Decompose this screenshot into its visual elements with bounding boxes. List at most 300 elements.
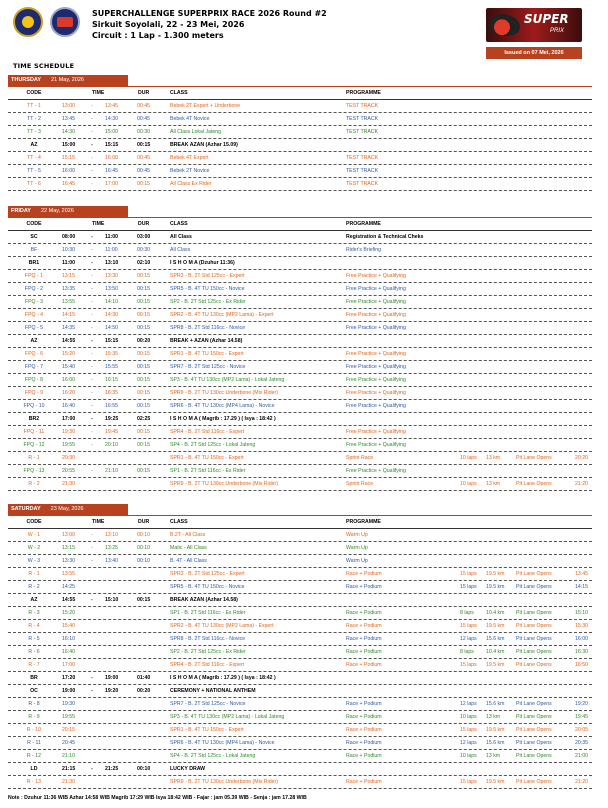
end-time: 21:25 xyxy=(105,766,119,772)
pit-lane-label: Pit Lane Opens xyxy=(516,636,552,642)
class-name: SPR7 - B. 2T Std 125cc - Novice xyxy=(170,364,246,370)
race-distance: 15.6 km xyxy=(486,740,505,746)
schedule-row xyxy=(8,152,592,165)
session-code: R - 2 xyxy=(28,584,40,590)
duration: 00:15 xyxy=(137,312,150,318)
time-dash: - xyxy=(91,142,93,148)
schedule-row xyxy=(8,633,592,646)
schedule-row xyxy=(8,244,592,257)
column-header-row xyxy=(8,218,592,231)
programme: Race + Podium xyxy=(346,623,382,629)
col-dur-header: DUR xyxy=(138,519,150,525)
start-time: 20:30 xyxy=(62,455,75,461)
end-time: 13:45 xyxy=(105,103,118,109)
programme: Warm Up xyxy=(346,558,368,564)
pit-lane-label: Pit Lane Opens xyxy=(516,779,552,785)
start-time: 14:25 xyxy=(62,584,75,590)
col-programme-header: PROGRAMME xyxy=(346,519,381,525)
session-code: BR2 xyxy=(28,416,40,422)
pit-lane-label: Pit Lane Opens xyxy=(516,610,552,616)
duration: 00:15 xyxy=(137,597,151,603)
day-name: FRIDAY xyxy=(11,208,31,214)
pit-lane-time: 15:10 xyxy=(575,610,588,616)
race-distance: 19.5 km xyxy=(486,623,505,629)
pit-lane-time: 16:00 xyxy=(575,636,588,642)
duration: 01:40 xyxy=(137,675,151,681)
class-name: SPR2 - B. 4T TU 130cc (MP2 Lama) - Expert xyxy=(170,312,274,318)
time-dash: - xyxy=(91,247,93,253)
end-time: 19:25 xyxy=(105,416,119,422)
session-code: OC xyxy=(30,688,38,694)
schedule-row xyxy=(8,309,592,322)
duration: 00:15 xyxy=(137,299,150,305)
programme: Race + Podium xyxy=(346,727,382,733)
column-header-row xyxy=(8,516,592,529)
session-code: FPQ - 6 xyxy=(24,351,44,357)
start-time: 15:40 xyxy=(62,623,75,629)
programme: TEST TRACK xyxy=(346,103,379,109)
time-dash: - xyxy=(91,416,93,422)
race-distance: 15.6 km xyxy=(486,636,505,642)
class-name: B. 4T - All Class xyxy=(170,558,207,564)
class-name: All Class xyxy=(170,247,191,253)
end-time: 14:50 xyxy=(105,325,118,331)
time-dash: - xyxy=(91,338,93,344)
session-code: TT - 1 xyxy=(27,103,41,109)
pit-lane-time: 13:45 xyxy=(575,571,588,577)
pit-lane-time: 20:35 xyxy=(575,740,588,746)
end-time: 15:10 xyxy=(105,597,119,603)
start-time: 15:40 xyxy=(62,364,75,370)
race-distance: 19.5 km xyxy=(486,571,505,577)
end-time: 13:40 xyxy=(105,558,118,564)
event-header xyxy=(92,8,327,41)
session-code: R - 10 xyxy=(26,727,42,733)
start-time: 13:15 xyxy=(62,545,75,551)
programme: Race + Podium xyxy=(346,740,382,746)
session-code: FPQ - 13 xyxy=(23,468,45,474)
programme: Race + Podium xyxy=(346,636,382,642)
schedule-row xyxy=(8,231,592,244)
session-code: FPQ - 7 xyxy=(24,364,44,370)
schedule-row xyxy=(8,283,592,296)
class-name: BREAK + AZAN (Azhar 14.58) xyxy=(170,338,243,344)
class-name: SPR4 - B. 2T Std 116cc - Expert xyxy=(170,662,245,668)
schedule-row xyxy=(8,465,592,478)
duration: 00:45 xyxy=(137,103,150,109)
time-dash: - xyxy=(91,597,93,603)
duration: 00:15 xyxy=(137,181,150,187)
class-name: SPR7 - B. 2T Std 125cc - Novice xyxy=(170,701,246,707)
schedule-row xyxy=(8,426,592,439)
schedule-row xyxy=(8,750,592,763)
col-class-header: CLASS xyxy=(170,221,188,227)
time-dash: - xyxy=(91,286,93,292)
class-name: All Class xyxy=(170,234,192,240)
schedule-row xyxy=(8,711,592,724)
col-time-header: TIME xyxy=(92,519,105,525)
race-distance: 13 km xyxy=(486,481,501,487)
end-time: 19:45 xyxy=(105,429,118,435)
issued-date-badge: Issued on 07 Mei, 2026 xyxy=(486,47,582,59)
class-name: SPR6 - B. 4T TU 130cc (MP4 Lama) - Novice xyxy=(170,740,275,746)
race-distance: 19.5 km xyxy=(486,584,505,590)
programme: Race + Podium xyxy=(346,649,382,655)
time-dash: - xyxy=(91,299,93,305)
programme: Sprint Race xyxy=(346,481,374,487)
class-name: SP3 - B. 4T TU 130cc (MP2 Lama) - Lokal Jateng xyxy=(170,714,285,720)
programme: Free Practice + Qualifying xyxy=(346,312,406,318)
class-name: BREAK AZAN (Azhar 15.09) xyxy=(170,142,238,148)
programme: Free Practice + Qualifying xyxy=(346,351,406,357)
programme: Free Practice + Qualifying xyxy=(346,390,406,396)
schedule-row xyxy=(8,126,592,139)
schedule-row xyxy=(8,620,592,633)
time-dash: - xyxy=(91,234,93,240)
end-time: 19:20 xyxy=(105,688,119,694)
time-dash: - xyxy=(91,442,93,448)
duration: 00:15 xyxy=(137,468,150,474)
schedule-row xyxy=(8,335,592,348)
race-laps: 15 laps xyxy=(460,623,477,629)
schedule-row xyxy=(8,452,592,465)
pit-lane-time: 20:20 xyxy=(575,455,588,461)
session-code: R - 8 xyxy=(28,701,40,707)
start-time: 17:20 xyxy=(62,675,76,681)
schedule-row xyxy=(8,529,592,542)
duration: 00:30 xyxy=(137,247,150,253)
start-time: 16:10 xyxy=(62,636,75,642)
time-dash: - xyxy=(91,468,93,474)
schedule-row xyxy=(8,724,592,737)
pit-lane-label: Pit Lane Opens xyxy=(516,571,552,577)
class-name: SPR5 - B. 4T TU 150cc - Novice xyxy=(170,584,245,590)
end-time: 16:55 xyxy=(105,403,118,409)
class-name: SP4 - B. 2T Std 125cc - Lokal Jateng xyxy=(170,753,256,759)
race-laps: 15 laps xyxy=(460,727,477,733)
end-time: 11:00 xyxy=(105,247,118,253)
schedule-row xyxy=(8,165,592,178)
class-name: Bebek 4T Novice xyxy=(170,116,210,122)
pit-lane-label: Pit Lane Opens xyxy=(516,662,552,668)
pit-lane-time: 21:00 xyxy=(575,753,588,759)
start-time: 20:55 xyxy=(62,468,75,474)
session-code: R - 12 xyxy=(26,753,42,759)
time-dash: - xyxy=(91,675,93,681)
race-laps: 15 laps xyxy=(460,571,477,577)
pit-lane-time: 20:05 xyxy=(575,727,588,733)
race-laps: 12 laps xyxy=(460,740,477,746)
programme: Sprint Race xyxy=(346,455,374,461)
end-time: 19:00 xyxy=(105,675,119,681)
schedule-row xyxy=(8,555,592,568)
end-time: 20:10 xyxy=(105,442,118,448)
pit-lane-time: 19:45 xyxy=(575,714,588,720)
col-programme-header: PROGRAMME xyxy=(346,221,381,227)
class-name: I S H O M A (Dzuhur 11:36) xyxy=(170,260,235,266)
time-dash: - xyxy=(91,390,93,396)
programme: Rider's Briefing xyxy=(346,247,382,253)
start-time: 14:35 xyxy=(62,325,75,331)
duration: 00:15 xyxy=(137,273,150,279)
end-time: 13:50 xyxy=(105,286,118,292)
time-dash: - xyxy=(91,181,93,187)
programme: Free Practice + Qualifying xyxy=(346,286,406,292)
day-name: SATURDAY xyxy=(11,506,41,512)
session-code: TT - 3 xyxy=(27,129,41,135)
col-dur-header: DUR xyxy=(138,221,150,227)
session-code: FPQ - 9 xyxy=(24,390,44,396)
race-laps: 15 laps xyxy=(460,584,477,590)
schedule-row xyxy=(8,348,592,361)
class-name: SP1 - B. 2T Std 116cc - Ex Rider xyxy=(170,610,246,616)
duration: 00:15 xyxy=(137,142,151,148)
duration: 00:10 xyxy=(137,545,150,551)
class-name: CEREMONY + NATIONAL ANTHEM xyxy=(170,688,256,694)
pit-lane-label: Pit Lane Opens xyxy=(516,455,552,461)
col-code-header: CODE xyxy=(26,221,42,227)
end-time: 15:35 xyxy=(105,351,118,357)
start-time: 17:00 xyxy=(62,662,75,668)
end-time: 14:10 xyxy=(105,299,118,305)
event-title: SUPERCHALLENGE SUPERPRIX RACE 2026 Round #2 xyxy=(92,9,327,18)
start-time: 15:20 xyxy=(62,351,75,357)
session-code: R - 9 xyxy=(28,714,40,720)
end-time: 15:15 xyxy=(105,142,119,148)
start-time: 08:00 xyxy=(62,234,76,240)
schedule-row xyxy=(8,361,592,374)
day-header-saturday xyxy=(8,504,128,515)
start-time: 21:15 xyxy=(62,766,76,772)
race-distance: 13 km xyxy=(486,753,501,759)
start-time: 20:15 xyxy=(62,727,75,733)
race-laps: 10 laps xyxy=(460,753,477,759)
time-dash: - xyxy=(91,403,93,409)
time-dash: - xyxy=(91,116,93,122)
end-time: 16:45 xyxy=(105,168,118,174)
class-name: SPR8 - B. 2T Std 116cc - Novice xyxy=(170,325,246,331)
programme: Free Practice + Qualifying xyxy=(346,429,406,435)
prayer-times-note: Note : Dzuhur 11:36 WIB Azhar 14:58 WIB Magrib 17:29 WIB Isya 18:42 WIB - Fajar : jam 05.39 WIB - Senja : jam 17.28 WIB xyxy=(8,795,307,801)
session-code: BR1 xyxy=(28,260,40,266)
start-time: 13:00 xyxy=(62,103,75,109)
programme: Race + Podium xyxy=(346,779,382,785)
class-name: LUCKY DRAW xyxy=(170,766,206,772)
end-time: 16:15 xyxy=(105,377,118,383)
duration: 00:15 xyxy=(137,325,150,331)
pit-lane-label: Pit Lane Opens xyxy=(516,714,552,720)
schedule-row xyxy=(8,113,592,126)
schedule-row xyxy=(8,607,592,620)
start-time: 20:45 xyxy=(62,740,75,746)
start-time: 21:30 xyxy=(62,481,75,487)
class-name: All Class Ex Rider xyxy=(170,181,212,187)
day-date: 21 May, 2026 xyxy=(51,77,84,83)
session-code: AZ xyxy=(30,597,38,603)
race-distance: 13 km xyxy=(486,455,501,461)
end-time: 13:25 xyxy=(105,545,118,551)
session-code: W - 1 xyxy=(27,532,41,538)
class-name: SPR4 - B. 2T Std 116cc - Expert xyxy=(170,429,245,435)
pit-lane-label: Pit Lane Opens xyxy=(516,727,552,733)
time-dash: - xyxy=(91,129,93,135)
race-laps: 15 laps xyxy=(460,662,477,668)
programme: Free Practice + Qualifying xyxy=(346,442,406,448)
schedule-row xyxy=(8,257,592,270)
time-dash: - xyxy=(91,351,93,357)
programme: Free Practice + Qualifying xyxy=(346,403,406,409)
class-name: I S H O M A ( Magrib : 17.29 ) ( Isya : 18:42 ) xyxy=(170,416,276,422)
programme: Race + Podium xyxy=(346,584,382,590)
end-time: 13:10 xyxy=(105,532,118,538)
session-code: FPQ - 5 xyxy=(24,325,44,331)
class-name: SP2 - B. 2T Std 125cc - Ex Rider xyxy=(170,299,246,305)
col-time-header: TIME xyxy=(92,221,105,227)
session-code: FPQ - 10 xyxy=(23,403,45,409)
end-time: 14:30 xyxy=(105,312,118,318)
time-dash: - xyxy=(91,273,93,279)
pit-lane-time: 19:20 xyxy=(575,701,588,707)
schedule-row xyxy=(8,776,592,789)
pit-lane-label: Pit Lane Opens xyxy=(516,623,552,629)
col-time-header: TIME xyxy=(92,90,105,96)
pit-lane-time: 16:30 xyxy=(575,649,588,655)
start-time: 15:00 xyxy=(62,142,76,148)
class-name: SPR3 - B. 2T Std 125cc - Expert xyxy=(170,273,245,279)
class-name: SPR9 - B. 2T TU 130cc Underbone (Mix Rider) xyxy=(170,779,278,785)
schedule-row xyxy=(8,646,592,659)
race-distance: 19.5 km xyxy=(486,662,505,668)
end-time: 15:15 xyxy=(105,338,119,344)
race-laps: 15 laps xyxy=(460,779,477,785)
time-dash: - xyxy=(91,429,93,435)
pit-lane-label: Pit Lane Opens xyxy=(516,649,552,655)
race-distance: 19.5 km xyxy=(486,779,505,785)
class-name: SPR6 - B. 4T TU 130cc (MP4 Lama) - Novice xyxy=(170,403,275,409)
schedule-row xyxy=(8,387,592,400)
schedule-row xyxy=(8,672,592,685)
time-dash: - xyxy=(91,377,93,383)
section-title: TIME SCHEDULE xyxy=(13,62,75,70)
session-code: FPQ - 12 xyxy=(23,442,45,448)
schedule-row xyxy=(8,413,592,426)
class-name: SPR1 - B. 4T TU 150cc - Expert xyxy=(170,351,244,357)
class-name: Matic - All Class xyxy=(170,545,207,551)
schedule-row xyxy=(8,400,592,413)
programme: Free Practice + Qualifying xyxy=(346,299,406,305)
duration: 00:45 xyxy=(137,168,150,174)
race-laps: 10 laps xyxy=(460,714,477,720)
programme: TEST TRACK xyxy=(346,168,379,174)
session-code: FPQ - 11 xyxy=(23,429,45,435)
end-time: 14:30 xyxy=(105,116,118,122)
session-code: TT - 2 xyxy=(27,116,41,122)
schedule-row xyxy=(8,100,592,113)
programme: Free Practice + Qualifying xyxy=(346,273,406,279)
schedule-row xyxy=(8,322,592,335)
col-code-header: CODE xyxy=(26,519,42,525)
duration: 00:15 xyxy=(137,377,150,383)
session-code: R - 1 xyxy=(28,571,40,577)
col-class-header: CLASS xyxy=(170,519,188,525)
programme: TEST TRACK xyxy=(346,129,379,135)
duration: 00:15 xyxy=(137,429,150,435)
programme: Race + Podium xyxy=(346,714,382,720)
programme: Free Practice + Qualifying xyxy=(346,325,406,331)
class-name: SPR5 - B. 4T TU 150cc - Novice xyxy=(170,286,245,292)
session-code: R - 3 xyxy=(28,610,40,616)
time-dash: - xyxy=(91,103,93,109)
race-laps: 10 laps xyxy=(460,481,477,487)
programme: Free Practice + Qualifying xyxy=(346,468,406,474)
superprix-banner xyxy=(486,8,582,42)
day-header-thursday xyxy=(8,75,128,86)
race-distance: 10.4 km xyxy=(486,610,505,616)
class-name: SPR3 - B. 2T Std 125cc - Expert xyxy=(170,571,245,577)
start-time: 19:30 xyxy=(62,429,75,435)
col-programme-header: PROGRAMME xyxy=(346,90,381,96)
programme: Race + Podium xyxy=(346,662,382,668)
col-class-header: CLASS xyxy=(170,90,188,96)
banner-subtitle: PRIX xyxy=(550,28,565,34)
schedule-row xyxy=(8,594,592,607)
start-time: 16:45 xyxy=(62,181,75,187)
class-name: BREAK AZAN (Azhar 14.58) xyxy=(170,597,238,603)
end-time: 11:00 xyxy=(105,234,118,240)
column-header-row xyxy=(8,87,592,100)
schedule-row xyxy=(8,763,592,776)
session-code: FPQ - 1 xyxy=(24,273,44,279)
start-time: 19:00 xyxy=(62,688,76,694)
federation-logo-icon xyxy=(50,7,80,37)
start-time: 13:00 xyxy=(62,532,75,538)
duration: 00:15 xyxy=(137,286,150,292)
schedule-row xyxy=(8,581,592,594)
pit-lane-time: 15:30 xyxy=(575,623,588,629)
race-laps: 8 laps xyxy=(460,649,474,655)
duration: 00:20 xyxy=(137,338,151,344)
class-name: B.2T - All Class xyxy=(170,532,206,538)
class-name: SP2 - B. 2T Std 125cc - Ex Rider xyxy=(170,649,246,655)
programme: Registration & Technical Cheks xyxy=(346,234,424,240)
pit-lane-time: 14:15 xyxy=(575,584,588,590)
race-laps: 8 laps xyxy=(460,610,474,616)
duration: 00:15 xyxy=(137,403,150,409)
start-time: 13:30 xyxy=(62,558,75,564)
schedule-row xyxy=(8,685,592,698)
duration: 00:15 xyxy=(137,442,150,448)
col-code-header: CODE xyxy=(26,90,42,96)
pit-lane-label: Pit Lane Opens xyxy=(516,584,552,590)
start-time: 10:30 xyxy=(62,247,75,253)
start-time: 16:00 xyxy=(62,168,75,174)
pit-lane-label: Pit Lane Opens xyxy=(516,481,552,487)
time-dash: - xyxy=(91,688,93,694)
schedule-row xyxy=(8,296,592,309)
banner-title: SUPER xyxy=(524,12,569,26)
start-time: 16:40 xyxy=(62,403,75,409)
start-time: 19:55 xyxy=(62,442,75,448)
class-name: SP1 - B. 2T Std 116cc - Ex Rider xyxy=(170,468,246,474)
motorbike-icon xyxy=(490,14,520,36)
programme: TEST TRACK xyxy=(346,181,379,187)
end-time: 15:00 xyxy=(105,129,118,135)
duration: 00:15 xyxy=(137,351,150,357)
end-time: 16:00 xyxy=(105,155,118,161)
class-name: SPR2 - B. 4T TU 130cc (MP2 Lama) - Expert xyxy=(170,623,274,629)
time-dash: - xyxy=(91,325,93,331)
schedule-row xyxy=(8,374,592,387)
